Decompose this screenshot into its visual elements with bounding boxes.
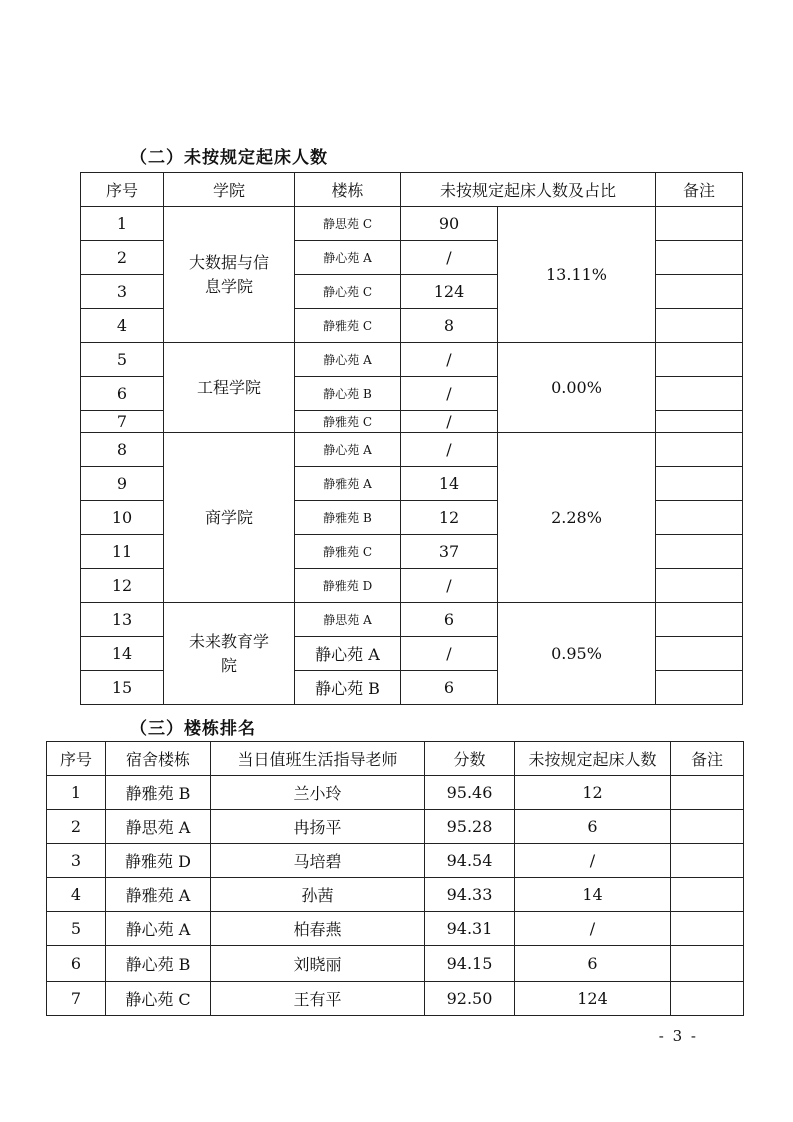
header-cell: 分数: [425, 742, 515, 776]
building-cell: 静思苑 C: [295, 207, 401, 241]
remark-cell: [656, 467, 743, 501]
remark-cell: [656, 343, 743, 377]
teacher-cell: 王有平: [211, 982, 425, 1016]
header-cell: 当日值班生活指导老师: [211, 742, 425, 776]
score-cell: 94.15: [425, 946, 515, 982]
table-row: [47, 912, 744, 946]
remark-cell: [671, 982, 744, 1016]
row-number-cell: 5: [81, 343, 164, 377]
row-number-cell: 1: [81, 207, 164, 241]
count-cell: /: [515, 844, 671, 878]
row-number-cell: 6: [47, 946, 106, 982]
table-row: [81, 433, 743, 467]
remark-cell: [656, 535, 743, 569]
header-cell: 序号: [81, 173, 164, 207]
count-cell: 12: [401, 501, 498, 535]
building-cell: 静心苑 C: [295, 275, 401, 309]
teacher-cell: 柏春燕: [211, 912, 425, 946]
row-number-cell: 5: [47, 912, 106, 946]
building-cell: 静雅苑 C: [295, 309, 401, 343]
count-cell: 8: [401, 309, 498, 343]
count-cell: /: [515, 912, 671, 946]
row-number-cell: 2: [47, 810, 106, 844]
table-row: [81, 343, 743, 377]
table-row: [47, 946, 744, 982]
building-ranking-table: [46, 741, 744, 1016]
score-cell: 94.54: [425, 844, 515, 878]
count-cell: 37: [401, 535, 498, 569]
table-row: [47, 982, 744, 1016]
college-cell: 商学院: [164, 433, 295, 603]
late-rising-table: [80, 172, 743, 705]
building-cell: 静心苑 A: [295, 241, 401, 275]
building-cell: 静思苑 A: [106, 810, 211, 844]
remark-cell: [656, 275, 743, 309]
remark-cell: [656, 411, 743, 433]
score-cell: 94.33: [425, 878, 515, 912]
count-cell: 6: [401, 671, 498, 705]
remark-cell: [656, 671, 743, 705]
section3-title: （三）楼栋排名: [130, 719, 256, 739]
teacher-cell: 孙茜: [211, 878, 425, 912]
remark-cell: [656, 309, 743, 343]
row-number-cell: 15: [81, 671, 164, 705]
row-number-cell: 4: [47, 878, 106, 912]
count-cell: /: [401, 411, 498, 433]
remark-cell: [671, 946, 744, 982]
building-cell: 静心苑 B: [106, 946, 211, 982]
page-number: - 3 -: [658, 1027, 698, 1045]
teacher-cell: 马培碧: [211, 844, 425, 878]
table-row: [47, 844, 744, 878]
building-cell: 静心苑 A: [106, 912, 211, 946]
table-row: [47, 776, 744, 810]
header-cell: 未按规定起床人数及占比: [401, 173, 656, 207]
college-cell: 未来教育学院: [164, 603, 295, 705]
count-cell: 124: [401, 275, 498, 309]
row-number-cell: 1: [47, 776, 106, 810]
building-cell: 静雅苑 C: [295, 411, 401, 433]
teacher-cell: 刘晓丽: [211, 946, 425, 982]
ratio-cell: 13.11%: [498, 207, 656, 343]
row-number-cell: 7: [81, 411, 164, 433]
count-cell: 6: [515, 810, 671, 844]
score-cell: 92.50: [425, 982, 515, 1016]
remark-cell: [671, 844, 744, 878]
table-header-row: [47, 742, 744, 776]
college-cell: 工程学院: [164, 343, 295, 433]
teacher-cell: 兰小玲: [211, 776, 425, 810]
row-number-cell: 4: [81, 309, 164, 343]
table-row: [47, 878, 744, 912]
section2-title: （二）未按规定起床人数: [130, 148, 328, 168]
score-cell: 94.31: [425, 912, 515, 946]
header-cell: 楼栋: [295, 173, 401, 207]
remark-cell: [656, 637, 743, 671]
remark-cell: [671, 776, 744, 810]
building-cell: 静思苑 A: [295, 603, 401, 637]
row-number-cell: 10: [81, 501, 164, 535]
table-header-row: [81, 173, 743, 207]
count-cell: /: [401, 241, 498, 275]
header-cell: 宿舍楼栋: [106, 742, 211, 776]
remark-cell: [671, 912, 744, 946]
row-number-cell: 3: [47, 844, 106, 878]
remark-cell: [656, 207, 743, 241]
header-cell: 学院: [164, 173, 295, 207]
building-cell: 静心苑 B: [295, 377, 401, 411]
ratio-cell: 0.00%: [498, 343, 656, 433]
row-number-cell: 12: [81, 569, 164, 603]
row-number-cell: 3: [81, 275, 164, 309]
count-cell: 90: [401, 207, 498, 241]
count-cell: /: [401, 569, 498, 603]
table-row: [47, 810, 744, 844]
row-number-cell: 6: [81, 377, 164, 411]
table-row: [81, 207, 743, 241]
header-cell: 未按规定起床人数: [515, 742, 671, 776]
college-cell: 大数据与信息学院: [164, 207, 295, 343]
building-cell: 静心苑 A: [295, 343, 401, 377]
building-cell: 静雅苑 C: [295, 535, 401, 569]
count-cell: 14: [401, 467, 498, 501]
score-cell: 95.46: [425, 776, 515, 810]
building-cell: 静雅苑 B: [106, 776, 211, 810]
score-cell: 95.28: [425, 810, 515, 844]
table-row: [81, 603, 743, 637]
row-number-cell: 7: [47, 982, 106, 1016]
row-number-cell: 2: [81, 241, 164, 275]
remark-cell: [656, 603, 743, 637]
row-number-cell: 9: [81, 467, 164, 501]
ratio-cell: 2.28%: [498, 433, 656, 603]
count-cell: 6: [401, 603, 498, 637]
row-number-cell: 13: [81, 603, 164, 637]
count-cell: /: [401, 343, 498, 377]
building-cell: 静心苑 C: [106, 982, 211, 1016]
building-cell: 静雅苑 B: [295, 501, 401, 535]
count-cell: 124: [515, 982, 671, 1016]
remark-cell: [656, 501, 743, 535]
remark-cell: [671, 878, 744, 912]
row-number-cell: 11: [81, 535, 164, 569]
remark-cell: [656, 377, 743, 411]
building-cell: 静雅苑 A: [295, 467, 401, 501]
remark-cell: [671, 810, 744, 844]
building-cell: 静心苑 A: [295, 637, 401, 671]
remark-cell: [656, 433, 743, 467]
count-cell: /: [401, 433, 498, 467]
count-cell: /: [401, 377, 498, 411]
building-cell: 静雅苑 D: [295, 569, 401, 603]
count-cell: 14: [515, 878, 671, 912]
header-cell: 备注: [656, 173, 743, 207]
header-cell: 序号: [47, 742, 106, 776]
row-number-cell: 8: [81, 433, 164, 467]
building-cell: 静心苑 B: [295, 671, 401, 705]
building-cell: 静雅苑 A: [106, 878, 211, 912]
row-number-cell: 14: [81, 637, 164, 671]
count-cell: 6: [515, 946, 671, 982]
count-cell: 12: [515, 776, 671, 810]
teacher-cell: 冉扬平: [211, 810, 425, 844]
header-cell: 备注: [671, 742, 744, 776]
count-cell: /: [401, 637, 498, 671]
building-cell: 静心苑 A: [295, 433, 401, 467]
ratio-cell: 0.95%: [498, 603, 656, 705]
building-cell: 静雅苑 D: [106, 844, 211, 878]
remark-cell: [656, 241, 743, 275]
remark-cell: [656, 569, 743, 603]
